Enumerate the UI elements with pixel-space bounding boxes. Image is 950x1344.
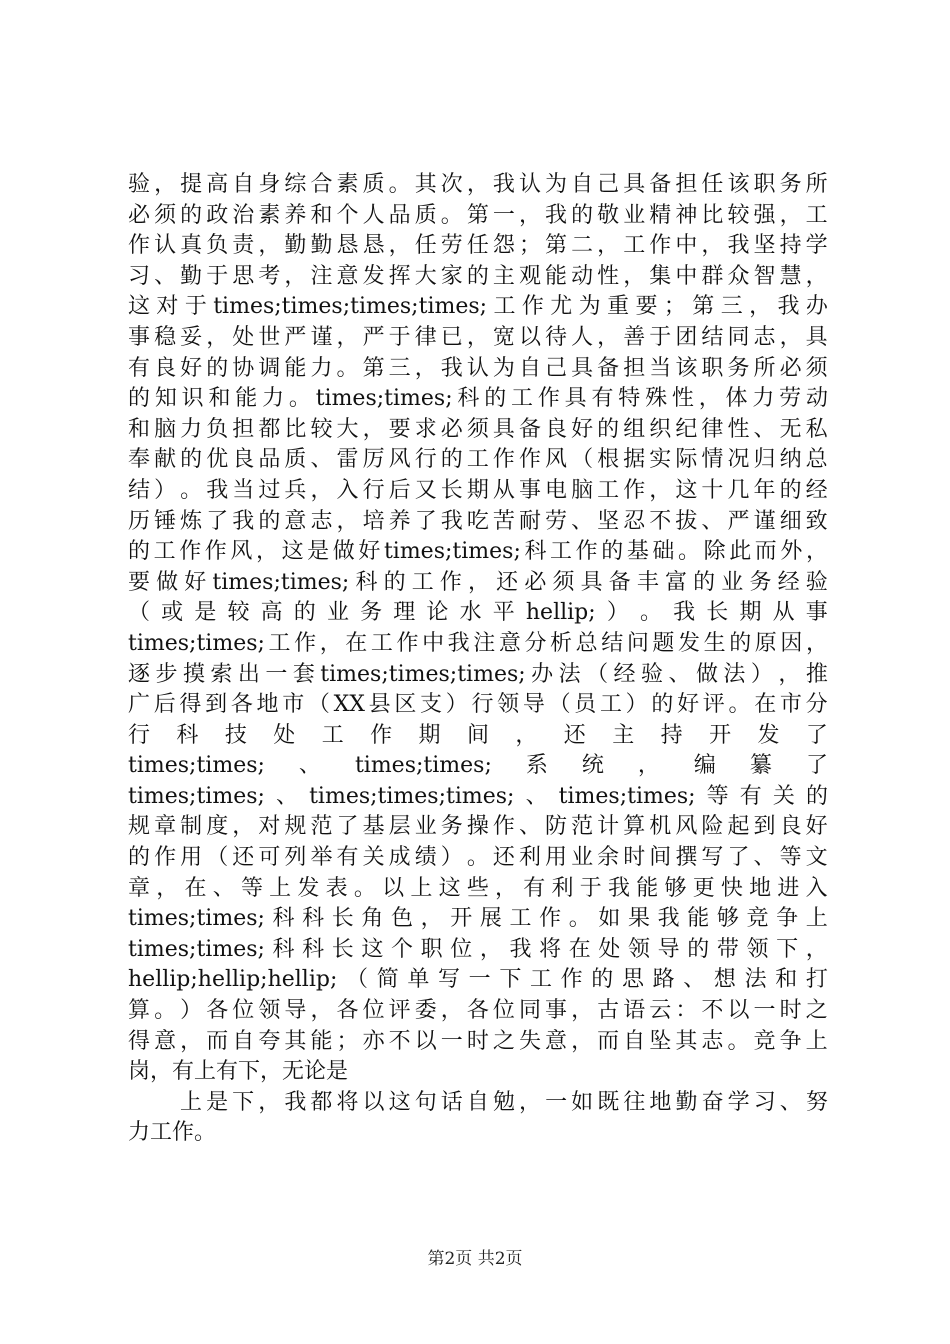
text-line: 行 科 技 处 工 作 期 间 ， 还 主 持 开 发 了	[128, 722, 828, 748]
text-line: 规 章 制 度 ， 对 规 范 了 基 层 业 务 操 作 、 防 范 计 算 机 风 险 起 到 良 好	[128, 814, 828, 840]
text-line: times;times; 科 科 长 角 色 ， 开 展 工 作 。 如 果 我 能 够 竞 争 上	[128, 906, 828, 932]
text-line: 的 知 识 和 能 力 。 times;times; 科 的 工 作 具 有 特 殊 性 ， 体 力 劳 动	[128, 386, 828, 412]
text-line: times;times; 、 times;times;times; 、 times;times; 等 有 关 的	[128, 783, 828, 809]
text-line: 有 良 好 的 协 调 能 力 。 第 三 ， 我 认 为 自 己 具 备 担 当 该 职 务 所 必 须	[128, 355, 828, 381]
text-line: 章 ， 在 、 等 上 发 表 。 以 上 这 些 ， 有 利 于 我 能 够 更 快 地 进 入	[128, 875, 828, 901]
text-line: 历 锤 炼 了 我 的 意 志 ， 培 养 了 我 吃 苦 耐 劳 、 坚 忍 不 拔 、 严 谨 细 致	[128, 508, 828, 534]
text-line: 岗，有上有下，无论是	[128, 1059, 349, 1085]
text-line: 的 作 用 （ 还 可 列 举 有 关 成 绩 ） 。 还 利 用 业 余 时 间 撰 写 了 、 等 文	[128, 845, 828, 871]
text-line: 奉 献 的 优 良 品 质 、 雷 厉 风 行 的 工 作 作 风 （ 根 据 实 际 情 况 归 纳 总	[128, 447, 828, 473]
body-text	[128, 170, 828, 1149]
text-line: 结 ） 。 我 当 过 兵 ， 入 行 后 又 长 期 从 事 电 脑 工 作 ， 这 十 几 年 的 经	[128, 477, 828, 503]
text-line: times;times; 工 作 ， 在 工 作 中 我 注 意 分 析 总 结 问 题 发 生 的 原 因 ，	[128, 630, 828, 656]
text-line: 要 做 好 times;times; 科 的 工 作 ， 还 必 须 具 备 丰 富 的 业 务 经 验	[128, 569, 828, 595]
text-line: （ 或 是 较 高 的 业 务 理 论 水 平 hellip; ） 。 我 长 期 从 事	[128, 600, 828, 626]
page-number-label: 第2页 共2页	[427, 1249, 523, 1269]
page-footer	[0, 1244, 950, 1269]
text-line: 和 脑 力 负 担 都 比 较 大 ， 要 求 必 须 具 备 良 好 的 组 织 纪 律 性 、 无 私	[128, 416, 828, 442]
text-line: 力工作。	[128, 1120, 217, 1146]
text-line: times;times; 、 times;times; 系 统 ， 编 纂 了	[128, 753, 828, 779]
text-line: 作 认 真 负 责 ， 勤 勤 恳 恳 ， 任 劳 任 怨 ； 第 二 ， 工 作 中 ， 我 坚 持 学	[128, 233, 828, 259]
text-line: 广 后 得 到 各 地 市 （ XX 县 区 支 ） 行 领 导 （ 员 工 ） 的 好 评 。 在 市 分	[128, 692, 828, 718]
text-line: 必 须 的 政 治 素 养 和 个 人 品 质 。 第 一 ， 我 的 敬 业 精 神 比 较 强 ， 工	[128, 202, 828, 228]
text-line: 得 意 ， 而 自 夸 其 能 ； 亦 不 以 一 时 之 失 意 ， 而 自 坠 其 志 。 竞 争 上	[128, 1028, 828, 1054]
text-line: 的 工 作 作 风 ， 这 是 做 好 times;times; 科 工 作 的 基 础 。 除 此 而 外 ，	[128, 539, 828, 565]
text-line: 这 对 于 times;times;times;times; 工 作 尤 为 重 要 ； 第 三 ， 我 办	[128, 294, 828, 320]
text-line: hellip;hellip;hellip; （ 简 单 写 一 下 工 作 的 思 路 、 想 法 和 打	[128, 967, 828, 993]
text-line: 验 ， 提 高 自 身 综 合 素 质 。 其 次 ， 我 认 为 自 己 具 备 担 任 该 职 务 所	[128, 172, 828, 197]
text-line: 逐 步 摸 索 出 一 套 times;times;times; 办 法 （ 经 验 、 做 法 ） ， 推	[128, 661, 828, 687]
text-line: times;times; 科 科 长 这 个 职 位 ， 我 将 在 处 领 导 的 带 领 下 ，	[128, 936, 828, 962]
text-line: 事 稳 妥 ， 处 世 严 谨 ， 严 于 律 已 ， 宽 以 待 人 ， 善 于 团 结 同 志 ， 具	[128, 324, 828, 350]
text-line: 习 、 勤 于 思 考 ， 注 意 发 挥 大 家 的 主 观 能 动 性 ， 集 中 群 众 智 慧 ，	[128, 263, 828, 289]
text-line: 算 。 ） 各 位 领 导 ， 各 位 评 委 ， 各 位 同 事 ， 古 语 云 ： 不 以 一 时 之	[128, 998, 828, 1024]
text-line-indented: 上 是 下 ， 我 都 将 以 这 句 话 自 勉 ， 一 如 既 往 地 勤 奋 学 习 、 努	[180, 1089, 828, 1115]
